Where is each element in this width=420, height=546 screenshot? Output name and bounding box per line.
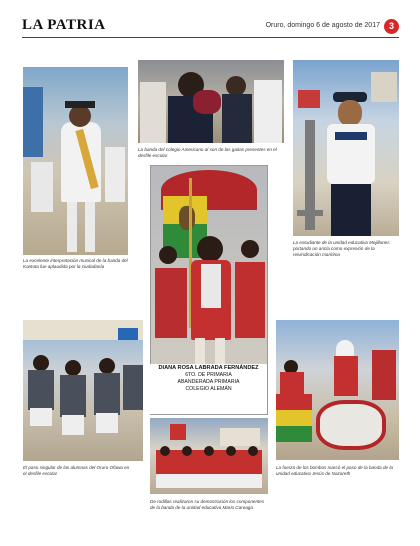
caption-photo-5: De rodillas realizaron su demostración los componentes de la banda de la unidad educativa Mario Careaga xyxy=(150,499,265,510)
abanderada-role: ABANDERADA PRIMARIA xyxy=(177,379,240,385)
abanderada-grade: 6TO. DE PRIMARIA xyxy=(185,372,232,378)
caption-photo-1: La excelente interpretación musical de la banda del Kantuta fue aplaudida por la ciudadanía xyxy=(23,258,128,269)
dateline: Oruro, domingo 6 de agosto de 2017 xyxy=(265,22,380,29)
caption-photo-3: La estudiante de la unidad educativa Mejillones portando un ancla como expresión de la reivindicación marítima xyxy=(293,240,390,257)
caption-photo-2: La banda del colegio Americano al son de las gaitas presentes en el desfile escolar xyxy=(138,147,277,158)
abanderada-name: DIANA ROSA LABRADA FERNÁNDEZ xyxy=(158,365,259,371)
photo-mario-careaga-band xyxy=(150,418,268,494)
caption-photo-4: El paso singular de las alumnas del Oruro Ofawa en el desfile escolar xyxy=(23,465,130,476)
abanderada-school: COLEGIO ALEMÁN xyxy=(185,386,232,392)
header-rule xyxy=(22,37,399,38)
abanderada-namebox xyxy=(150,364,267,414)
photo-oruro-ofawa xyxy=(23,320,143,461)
masthead: LA PATRIA xyxy=(22,17,106,33)
photo-americano-band xyxy=(138,60,284,143)
photo-kantuta-band xyxy=(23,67,128,255)
caption-photo-6: La fuerza de los bombos marcó el paso de la banda de la unidad educativa Jesús de Nazareth xyxy=(276,465,393,476)
photo-jesus-nazareth-drums xyxy=(276,320,399,460)
photo-mejillones-anchor xyxy=(293,60,399,236)
page-number-badge: 3 xyxy=(384,19,399,34)
